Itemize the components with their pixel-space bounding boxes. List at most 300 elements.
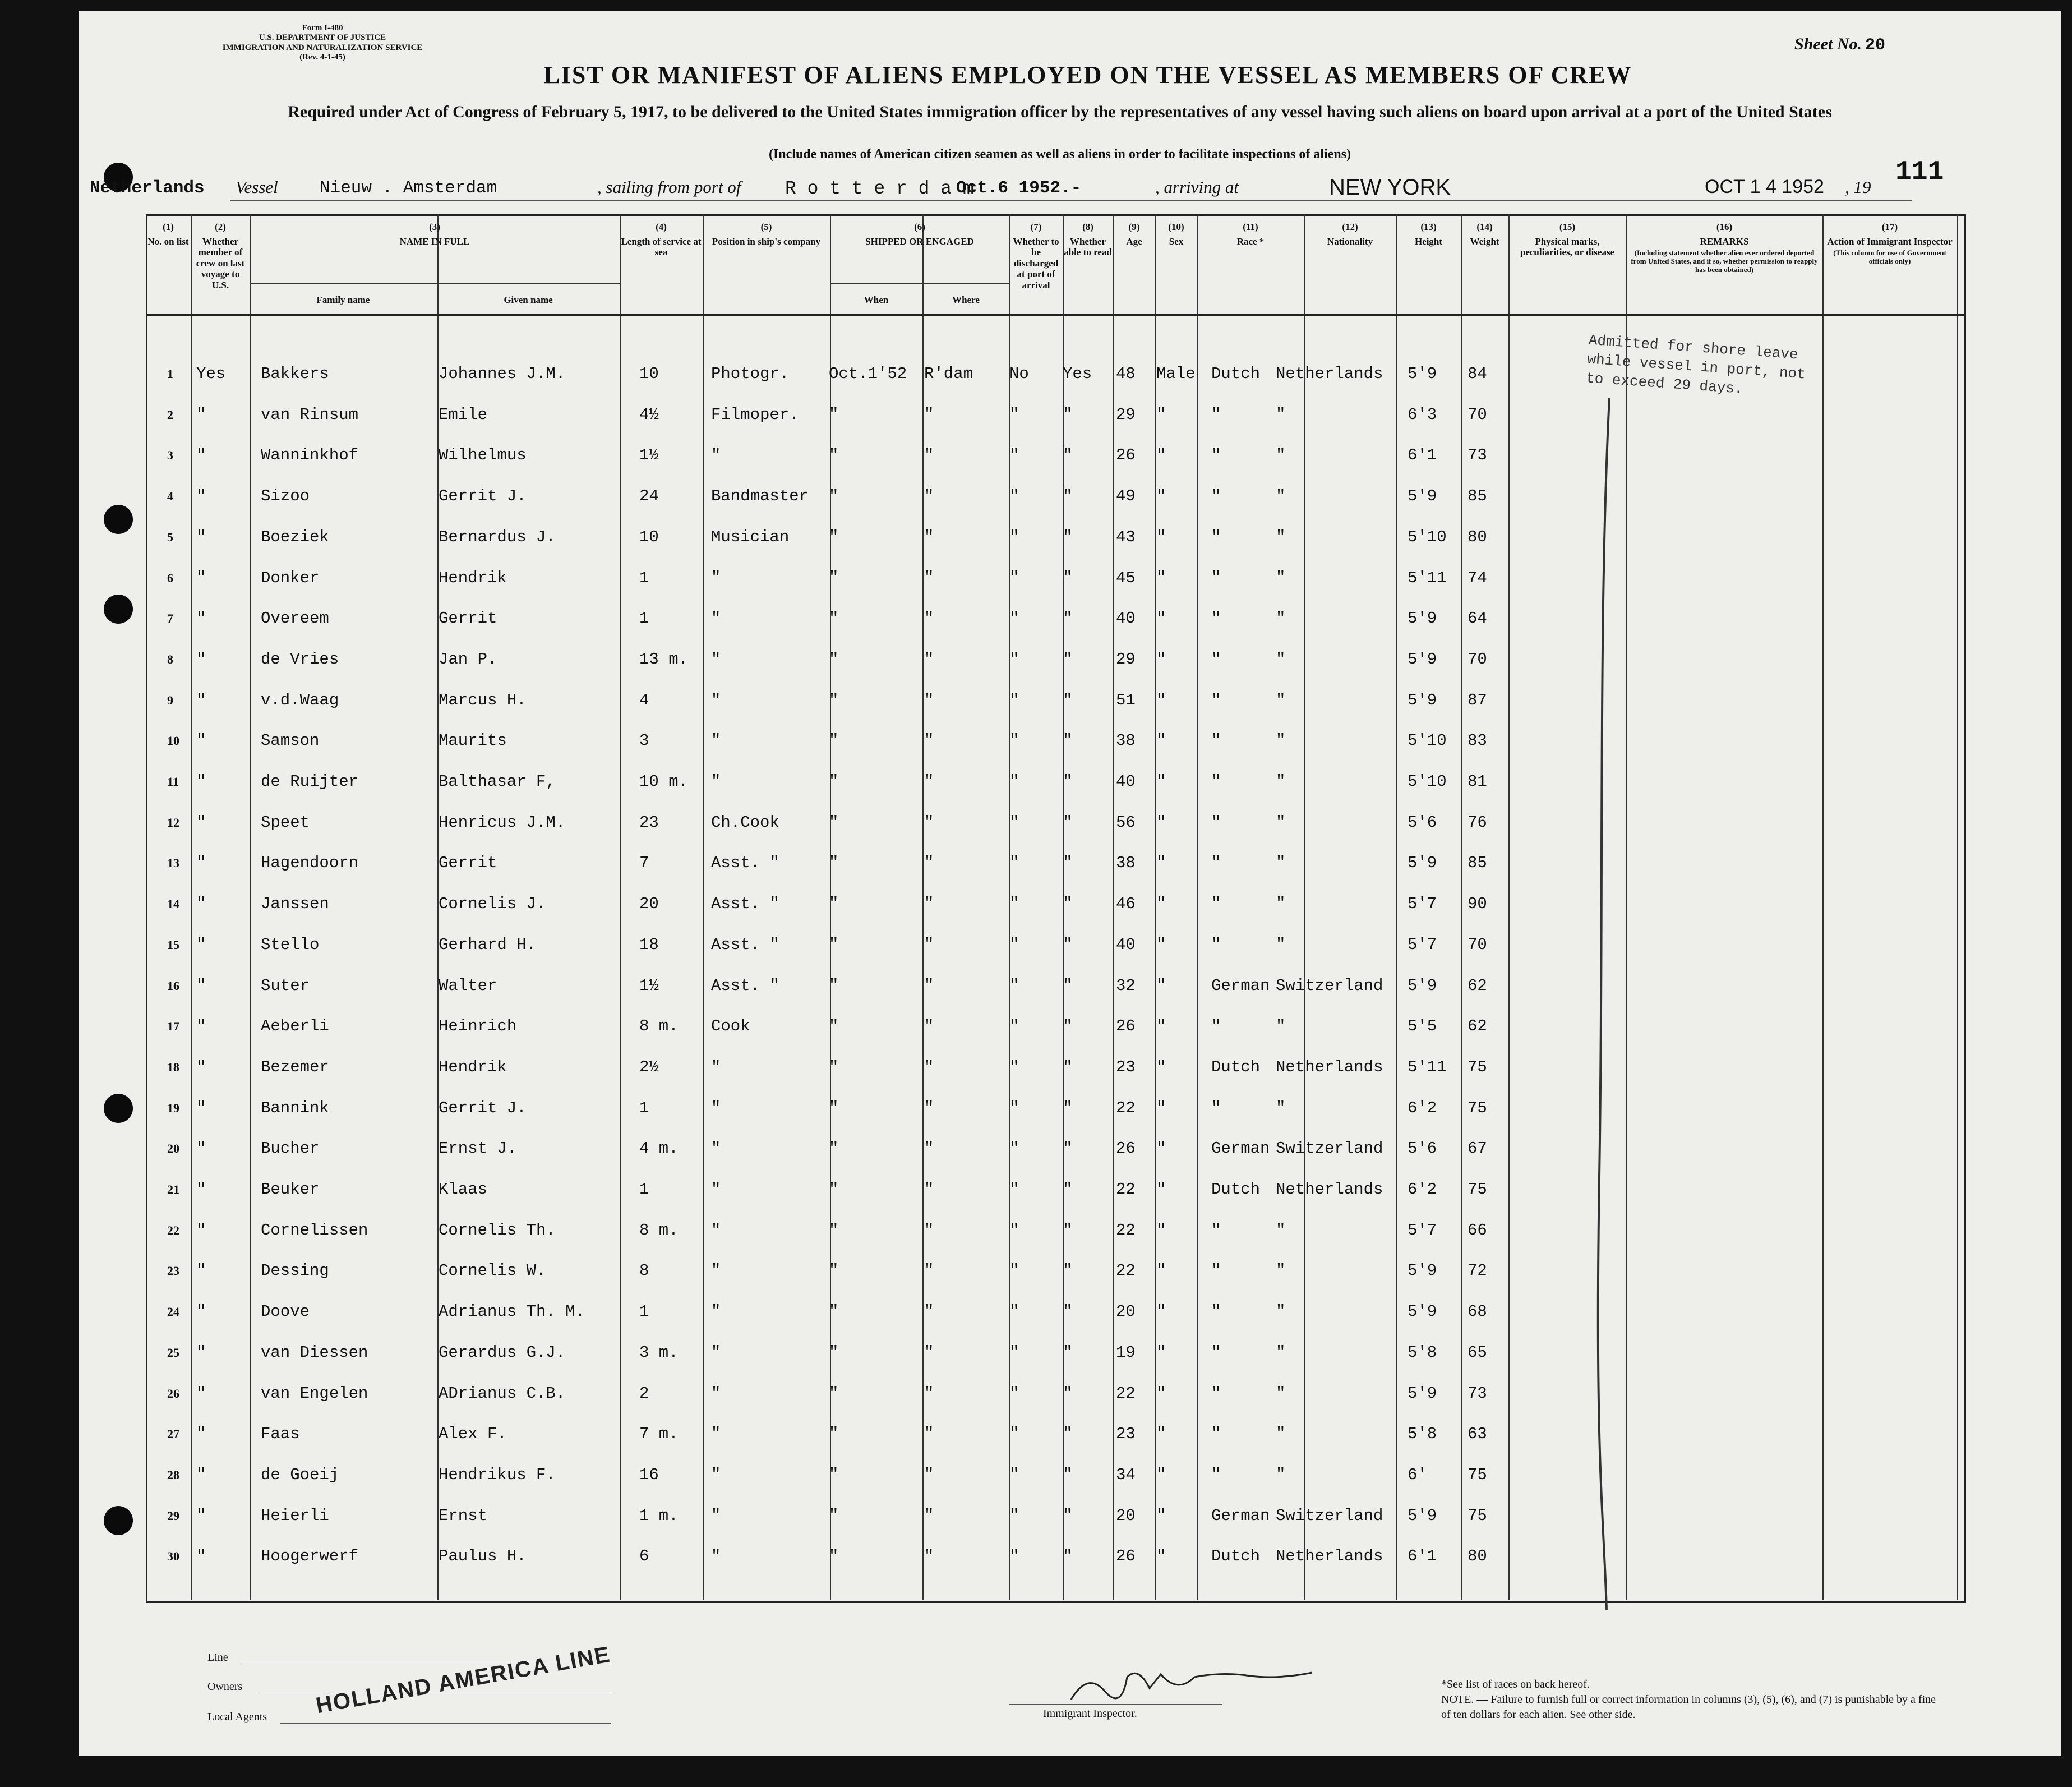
header-family-name: Family name — [316, 294, 370, 305]
cell-last-voyage: " — [196, 731, 206, 750]
cell-row-number: 2 — [167, 407, 173, 422]
header-where: Where — [952, 294, 980, 305]
cell-sex: " — [1156, 1302, 1166, 1321]
cell-position: " — [711, 1098, 721, 1117]
cell-race: " — [1211, 895, 1221, 914]
cell-height: 6' — [1408, 1465, 1427, 1484]
header-discharged: (7) Whether to be discharged at port of arrival — [1013, 222, 1059, 291]
cell-race: Dutch — [1211, 1057, 1261, 1076]
cell-family-name: Bannink — [261, 1098, 329, 1117]
cell-nationality: " — [1276, 895, 1286, 914]
cell-nationality: " — [1276, 1220, 1286, 1240]
cell-position: Filmoper. — [711, 405, 799, 424]
cell-length-of-service: 1½ — [639, 976, 659, 995]
cell-shipped-where: " — [924, 609, 934, 628]
cell-age: 20 — [1116, 1302, 1136, 1321]
crew-row — [146, 1089, 1963, 1129]
cell-age: 34 — [1116, 1465, 1136, 1484]
cell-last-voyage: " — [196, 813, 206, 832]
cell-sex: " — [1156, 1180, 1166, 1199]
form-number: Form I-480 — [302, 24, 343, 33]
cell-shipped-when: " — [829, 976, 839, 995]
cell-given-name: Cornelis J. — [439, 895, 546, 914]
crew-row — [146, 885, 1963, 925]
cell-weight: 75 — [1468, 1098, 1487, 1117]
cell-height: 5'10 — [1408, 527, 1447, 546]
header-bottom-rule — [146, 314, 1964, 316]
header-height: (13) Height — [1414, 222, 1443, 247]
cell-height: 6'3 — [1408, 405, 1437, 424]
cell-nationality: Switzerland — [1276, 1506, 1383, 1525]
cell-given-name: Bernardus J. — [439, 527, 556, 546]
agents-underline — [280, 1723, 611, 1724]
cell-shipped-when: " — [829, 1343, 839, 1362]
form-block — [199, 24, 446, 62]
cell-given-name: Gerardus G.J. — [439, 1343, 566, 1362]
cell-shipped-when: Oct.1'52 — [829, 365, 907, 383]
local-agents-label: Local Agents — [207, 1711, 267, 1723]
cell-height: 5'7 — [1408, 1220, 1437, 1240]
cell-age: 20 — [1116, 1506, 1136, 1525]
cell-shipped-where: " — [924, 731, 934, 750]
cell-family-name: Sizoo — [261, 487, 310, 506]
cell-family-name: van Rinsum — [261, 405, 359, 424]
crew-row — [146, 559, 1963, 599]
cell-age: 40 — [1116, 609, 1136, 628]
cell-length-of-service: 2 — [639, 1384, 649, 1403]
cell-weight: 65 — [1468, 1343, 1487, 1362]
cell-row-number: 26 — [167, 1386, 179, 1401]
header-inspector-note: (This column for use of Government officials only) — [1833, 248, 1946, 266]
cell-weight: 84 — [1468, 365, 1487, 383]
cell-race: Dutch — [1211, 1180, 1261, 1199]
cell-discharged: " — [1009, 976, 1019, 995]
cell-family-name: de Ruijter — [261, 772, 359, 791]
cell-nationality: Netherlands — [1276, 1057, 1383, 1076]
cell-discharged: " — [1009, 772, 1019, 791]
crew-row — [146, 640, 1963, 680]
cell-last-voyage: " — [196, 895, 206, 914]
cell-nationality: " — [1276, 1098, 1286, 1117]
cell-given-name: Johannes J.M. — [439, 365, 566, 383]
header-race: (11) Race * — [1236, 222, 1265, 247]
cell-race: " — [1211, 1465, 1221, 1484]
arrival-port: NEW YORK — [1329, 175, 1451, 200]
cell-position: " — [711, 568, 721, 587]
cell-able-to-read: " — [1063, 854, 1073, 873]
cell-row-number: 15 — [167, 937, 179, 952]
cell-discharged: " — [1009, 1343, 1019, 1362]
form-service: IMMIGRATION AND NATURALIZATION SERVICE — [222, 43, 423, 52]
cell-length-of-service: 4 m. — [639, 1139, 679, 1158]
cell-last-voyage: " — [196, 1465, 206, 1484]
cell-family-name: Hoogerwerf — [261, 1547, 359, 1566]
cell-shipped-where: " — [924, 813, 934, 832]
cell-race: " — [1211, 854, 1221, 873]
cell-shipped-when: " — [829, 405, 839, 424]
cell-family-name: Heierli — [261, 1506, 329, 1525]
cell-position: Asst. " — [711, 854, 779, 873]
header-sex: (10) Sex — [1168, 222, 1184, 247]
cell-height: 5'9 — [1408, 609, 1437, 628]
header-able-to-read: (8) Whether able to read — [1064, 222, 1112, 258]
cell-shipped-where: " — [924, 1261, 934, 1281]
cell-last-voyage: " — [196, 1017, 206, 1036]
cell-race: German — [1211, 1506, 1270, 1525]
cell-weight: 73 — [1468, 446, 1487, 465]
cell-height: 5'8 — [1408, 1425, 1437, 1444]
cell-given-name: Henricus J.M. — [439, 813, 566, 832]
page-note: (Include names of American citizen seamen as well as aliens in order to facilitate inspections of aliens) — [768, 147, 1351, 162]
cell-row-number: 21 — [167, 1182, 179, 1196]
cell-sex: " — [1156, 405, 1166, 424]
cell-discharged: No — [1009, 365, 1029, 383]
cell-sex: " — [1156, 1220, 1166, 1240]
cell-height: 6'2 — [1408, 1098, 1437, 1117]
cell-shipped-where: " — [924, 1506, 934, 1525]
cell-height: 5'7 — [1408, 935, 1437, 954]
cell-shipped-when: " — [829, 731, 839, 750]
cell-age: 22 — [1116, 1384, 1136, 1403]
footnote-note: NOTE. — Failure to furnish full or correct information in columns (3), (5), (6), and (7) is punishable by a fine of ten dollars for each alien. See other side. — [1441, 1693, 1936, 1721]
cell-age: 29 — [1116, 650, 1136, 669]
inspector-signature — [1065, 1660, 1323, 1711]
sheet-number — [1794, 35, 1885, 56]
cell-shipped-when: " — [829, 1139, 839, 1158]
cell-discharged: " — [1009, 1547, 1019, 1566]
cell-row-number: 17 — [167, 1019, 179, 1034]
cell-position: " — [711, 772, 721, 791]
crew-row — [146, 844, 1963, 884]
cell-race: " — [1211, 813, 1221, 832]
cell-weight: 81 — [1468, 772, 1487, 791]
cell-position: Asst. " — [711, 976, 779, 995]
cell-shipped-where: " — [924, 487, 934, 506]
cell-given-name: Hendrikus F. — [439, 1465, 556, 1484]
cell-weight: 70 — [1468, 405, 1487, 424]
cell-weight: 62 — [1468, 1017, 1487, 1036]
cell-sex: " — [1156, 446, 1166, 465]
cell-shipped-where: " — [924, 1343, 934, 1362]
cell-age: 45 — [1116, 568, 1136, 587]
arrival-date: OCT 1 4 1952 — [1705, 176, 1824, 197]
cell-given-name: Hendrik — [439, 568, 507, 587]
shipped-header-rule — [830, 283, 1009, 284]
cell-age: 23 — [1116, 1425, 1136, 1444]
cell-weight: 64 — [1468, 609, 1487, 628]
cell-shipped-when: " — [829, 1017, 839, 1036]
cell-age: 22 — [1116, 1220, 1136, 1240]
departure-date: Oct.6 1952.- — [956, 178, 1082, 198]
cell-row-number: 11 — [167, 775, 179, 789]
cell-age: 46 — [1116, 895, 1136, 914]
cell-able-to-read: " — [1063, 1506, 1073, 1525]
crew-row — [146, 1048, 1963, 1088]
cell-race: Dutch — [1211, 1547, 1261, 1566]
cell-last-voyage: " — [196, 1425, 206, 1444]
cell-position: Bandmaster — [711, 487, 809, 506]
cell-row-number: 14 — [167, 897, 179, 911]
cell-able-to-read: " — [1063, 731, 1073, 750]
cell-shipped-where: " — [924, 895, 934, 914]
cell-age: 19 — [1116, 1343, 1136, 1362]
cell-able-to-read: " — [1063, 1180, 1073, 1199]
cell-nationality: Switzerland — [1276, 1139, 1383, 1158]
cell-shipped-where: " — [924, 1220, 934, 1240]
crew-row — [146, 1129, 1963, 1169]
crew-row — [146, 1170, 1963, 1210]
cell-discharged: " — [1009, 527, 1019, 546]
cell-row-number: 8 — [167, 652, 173, 666]
cell-row-number: 10 — [167, 734, 179, 748]
cell-row-number: 1 — [167, 367, 173, 381]
cell-race: Dutch — [1211, 365, 1261, 383]
cell-weight: 85 — [1468, 854, 1487, 873]
sheet-label: Sheet No. — [1794, 35, 1862, 53]
cell-weight: 75 — [1468, 1465, 1487, 1484]
cell-weight: 85 — [1468, 487, 1487, 506]
year-label: , 19 — [1845, 177, 1871, 197]
cell-age: 22 — [1116, 1261, 1136, 1281]
cell-age: 26 — [1116, 1017, 1136, 1036]
cell-row-number: 9 — [167, 693, 173, 707]
cell-last-voyage: " — [196, 446, 206, 465]
cell-race: " — [1211, 1098, 1221, 1117]
cell-sex: " — [1156, 527, 1166, 546]
cell-race: " — [1211, 1261, 1221, 1281]
cell-length-of-service: 13 m. — [639, 650, 689, 669]
cell-family-name: Hagendoorn — [261, 854, 359, 873]
cell-family-name: van Diessen — [261, 1343, 368, 1362]
cell-discharged: " — [1009, 731, 1019, 750]
cell-shipped-where: " — [924, 690, 934, 710]
cell-nationality: Switzerland — [1276, 976, 1383, 995]
cell-discharged: " — [1009, 487, 1019, 506]
cell-family-name: Janssen — [261, 895, 329, 914]
cell-sex: " — [1156, 568, 1166, 587]
cell-shipped-when: " — [829, 1302, 839, 1321]
departure-port: R o t t e r d a m — [785, 178, 974, 199]
crew-row — [146, 395, 1963, 436]
cell-nationality: " — [1276, 1425, 1286, 1444]
cell-shipped-where: " — [924, 1057, 934, 1076]
cell-discharged: " — [1009, 690, 1019, 710]
cell-family-name: Stello — [261, 935, 320, 954]
cell-nationality: " — [1276, 1302, 1286, 1321]
cell-given-name: Klaas — [439, 1180, 488, 1199]
cell-length-of-service: 4½ — [639, 405, 659, 424]
cell-position: " — [711, 690, 721, 710]
cell-height: 5'9 — [1408, 650, 1437, 669]
cell-nationality: " — [1276, 568, 1286, 587]
cell-able-to-read: Yes — [1063, 365, 1092, 383]
cell-discharged: " — [1009, 1220, 1019, 1240]
cell-weight: 75 — [1468, 1180, 1487, 1199]
cell-row-number: 16 — [167, 978, 179, 993]
cell-sex: " — [1156, 650, 1166, 669]
header-name-in-full: (3) NAME IN FULL — [399, 222, 470, 247]
cell-shipped-where: " — [924, 405, 934, 424]
header-age: (9) Age — [1126, 222, 1142, 247]
cell-sex: " — [1156, 487, 1166, 506]
cell-height: 5'9 — [1408, 854, 1437, 873]
cell-last-voyage: " — [196, 609, 206, 628]
cell-discharged: " — [1009, 650, 1019, 669]
cell-position: Musician — [711, 527, 790, 546]
cell-shipped-when: " — [829, 446, 839, 465]
cell-nationality: " — [1276, 772, 1286, 791]
cell-family-name: Aeberli — [261, 1017, 329, 1036]
cell-race: " — [1211, 1343, 1221, 1362]
cell-last-voyage: " — [196, 935, 206, 954]
footnote-races: *See list of races on back hereof. — [1441, 1678, 1590, 1691]
cell-position: " — [711, 731, 721, 750]
cell-length-of-service: 10 — [639, 365, 659, 383]
cell-race: " — [1211, 568, 1221, 587]
crew-row — [146, 925, 1963, 966]
cell-sex: " — [1156, 690, 1166, 710]
cell-shipped-where: " — [924, 1547, 934, 1566]
cell-able-to-read: " — [1063, 1220, 1073, 1240]
cell-row-number: 7 — [167, 611, 173, 626]
crew-row — [146, 1537, 1963, 1577]
cell-race: " — [1211, 527, 1221, 546]
cell-position: " — [711, 1384, 721, 1403]
cell-position: Ch.Cook — [711, 813, 779, 832]
cell-shipped-when: " — [829, 1098, 839, 1117]
cell-weight: 80 — [1468, 527, 1487, 546]
cell-able-to-read: " — [1063, 813, 1073, 832]
cell-age: 26 — [1116, 1139, 1136, 1158]
cell-sex: " — [1156, 609, 1166, 628]
cell-race: " — [1211, 1302, 1221, 1321]
inspector-underline — [1009, 1704, 1222, 1705]
cell-height: 5'9 — [1408, 1302, 1437, 1321]
cell-race: " — [1211, 609, 1221, 628]
header-inspector-action: (17) Action of Immigrant Inspector (This column for use of Government officials only) — [1824, 222, 1956, 266]
cell-able-to-read: " — [1063, 1425, 1073, 1444]
cell-given-name: Walter — [439, 976, 497, 995]
cell-position: " — [711, 1465, 721, 1484]
cell-age: 43 — [1116, 527, 1136, 546]
cell-able-to-read: " — [1063, 446, 1073, 465]
cell-position: " — [711, 1506, 721, 1525]
cell-nationality: Netherlands — [1276, 365, 1383, 383]
crew-row — [146, 518, 1963, 558]
cell-sex: " — [1156, 1506, 1166, 1525]
cell-weight: 63 — [1468, 1425, 1487, 1444]
cell-length-of-service: 8 m. — [639, 1220, 679, 1240]
cell-row-number: 24 — [167, 1305, 179, 1319]
arriving-label: , arriving at — [1155, 177, 1239, 197]
header-length-of-service: (4) Length of service at sea — [621, 222, 702, 258]
cell-discharged: " — [1009, 1098, 1019, 1117]
cell-race: " — [1211, 405, 1221, 424]
cell-sex: " — [1156, 1425, 1166, 1444]
cell-sex: " — [1156, 772, 1166, 791]
cell-able-to-read: " — [1063, 690, 1073, 710]
cell-discharged: " — [1009, 405, 1019, 424]
cell-race: German — [1211, 976, 1270, 995]
cell-discharged: " — [1009, 609, 1019, 628]
cell-length-of-service: 7 — [639, 854, 649, 873]
cell-length-of-service: 3 — [639, 731, 649, 750]
cell-row-number: 6 — [167, 570, 173, 585]
cell-length-of-service: 1 m. — [639, 1506, 679, 1525]
cell-row-number: 18 — [167, 1060, 179, 1074]
header-weight: (14) Weight — [1470, 222, 1499, 247]
cell-position: Asst. " — [711, 895, 779, 914]
cell-age: 26 — [1116, 1547, 1136, 1566]
header-remarks-note: (Including statement whether alien ever ordered deported from United States, and if so, whether permission to reapply has been obtained) — [1631, 248, 1818, 274]
cell-race: " — [1211, 1220, 1221, 1240]
cell-family-name: Speet — [261, 813, 310, 832]
cell-nationality: " — [1276, 527, 1286, 546]
cell-able-to-read: " — [1063, 1384, 1073, 1403]
cell-nationality: " — [1276, 650, 1286, 669]
cell-height: 5'11 — [1408, 568, 1447, 587]
cell-sex: " — [1156, 731, 1166, 750]
vessel-underline — [230, 200, 1912, 201]
cell-height: 5'11 — [1408, 1057, 1447, 1076]
cell-sex: Male — [1156, 365, 1196, 383]
cell-age: 22 — [1116, 1180, 1136, 1199]
sheet-number-value: 20 — [1865, 36, 1886, 55]
cell-weight: 70 — [1468, 935, 1487, 954]
cell-shipped-when: " — [829, 487, 839, 506]
cell-discharged: " — [1009, 935, 1019, 954]
cell-row-number: 25 — [167, 1345, 179, 1360]
cell-shipped-when: " — [829, 650, 839, 669]
cell-able-to-read: " — [1063, 976, 1073, 995]
cell-given-name: Emile — [439, 405, 488, 424]
cell-row-number: 4 — [167, 489, 173, 504]
cell-sex: " — [1156, 1098, 1166, 1117]
cell-family-name: Suter — [261, 976, 310, 995]
cell-last-voyage: " — [196, 1139, 206, 1158]
cell-race: " — [1211, 446, 1221, 465]
crew-row — [146, 599, 1963, 639]
cell-row-number: 12 — [167, 815, 179, 830]
cell-position: " — [711, 1220, 721, 1240]
remarks-ditto-line — [1587, 393, 1632, 1615]
cell-shipped-where: " — [924, 1465, 934, 1484]
cell-position: " — [711, 1261, 721, 1281]
cell-discharged: " — [1009, 1384, 1019, 1403]
crew-row — [146, 1251, 1963, 1292]
header-remarks: (16) REMARKS (Including statement whether alien ever ordered deported from United States, and if so, whether permission to reapply has been obtained) — [1627, 222, 1821, 274]
cell-shipped-where: " — [924, 976, 934, 995]
cell-shipped-where: " — [924, 1098, 934, 1117]
punch-hole — [104, 1506, 133, 1535]
cell-family-name: de Goeij — [261, 1465, 339, 1484]
cell-height: 5'9 — [1408, 1506, 1437, 1525]
header-physical-marks: (15) Physical marks, peculiarities, or disease — [1520, 222, 1615, 258]
cell-given-name: ADrianus C.B. — [439, 1384, 566, 1403]
cell-age: 22 — [1116, 1098, 1136, 1117]
cell-length-of-service: 1½ — [639, 446, 659, 465]
cell-nationality: " — [1276, 813, 1286, 832]
cell-shipped-when: " — [829, 813, 839, 832]
cell-nationality: " — [1276, 1261, 1286, 1281]
header-given-name: Given name — [504, 294, 553, 305]
cell-family-name: Bakkers — [261, 365, 329, 383]
cell-row-number: 27 — [167, 1427, 179, 1441]
cell-height: 5'6 — [1408, 813, 1437, 832]
cell-given-name: Hendrik — [439, 1057, 507, 1076]
cell-able-to-read: " — [1063, 1057, 1073, 1076]
cell-shipped-when: " — [829, 1384, 839, 1403]
